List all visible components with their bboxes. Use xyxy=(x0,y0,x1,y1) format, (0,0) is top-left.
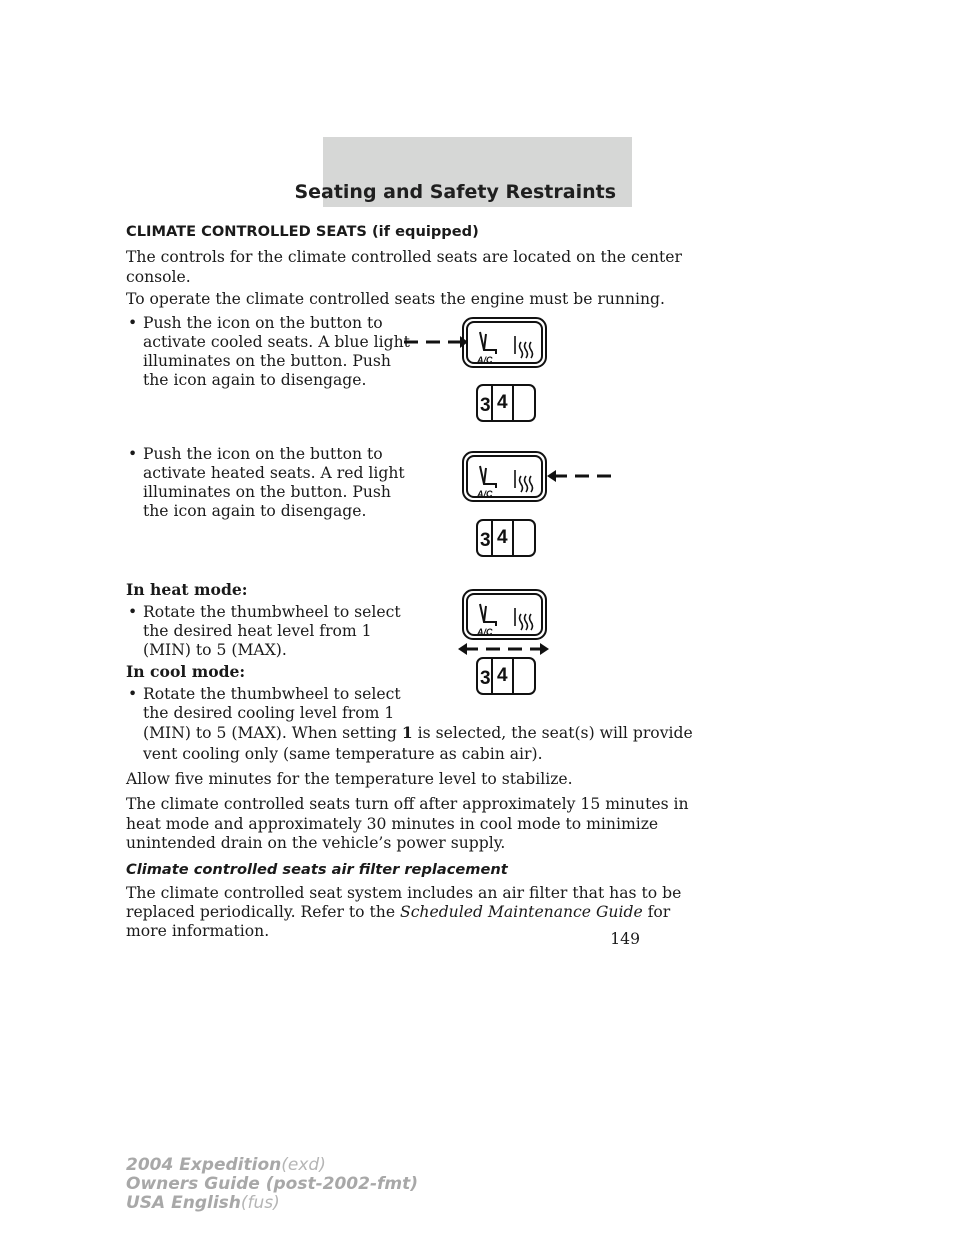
section-header-title: Seating and Safety Restraints xyxy=(294,181,616,203)
thumbwheel-rotate-illustration xyxy=(455,586,565,696)
heated-seat-illustration xyxy=(455,448,615,558)
arrow-pointing-right-icon xyxy=(404,336,468,348)
footer-line-3: USA English(fus) xyxy=(126,1193,280,1213)
thumbwheel-number-left: 3 xyxy=(480,668,491,689)
ac-label: A/C xyxy=(477,355,493,365)
heat-bullet-line-1: Push the icon on the button to xyxy=(143,445,383,463)
turnoff-line-1: The climate controlled seats turn off after approximately 15 minutes in xyxy=(126,795,689,813)
double-arrow-icon xyxy=(458,643,549,655)
thumbwheel-number-left: 3 xyxy=(480,395,491,416)
cooled-seat-illustration xyxy=(400,314,560,434)
filter-line-3: more information. xyxy=(126,922,270,940)
thumbwheel-number-right: 4 xyxy=(497,392,508,413)
cool-bullet-line-2: activate cooled seats. A blue light xyxy=(143,333,410,351)
cool-bullet-line-4: the icon again to disengage. xyxy=(143,371,367,389)
thumbwheel-number-left: 3 xyxy=(480,530,491,551)
bullet-dot: • xyxy=(128,445,138,463)
bullet-dot: • xyxy=(128,603,138,621)
heat-mode-label: In heat mode: xyxy=(126,580,248,599)
seat-control-button xyxy=(463,318,546,367)
footer-line-1: 2004 Expedition(exd) xyxy=(126,1155,326,1175)
page-number: 149 xyxy=(610,930,640,948)
turnoff-line-2: heat mode and approximately 30 minutes in cool mode to minimize xyxy=(126,815,659,833)
heat-bullet-line-2: activate heated seats. A red light xyxy=(143,464,405,482)
heat-waves-icon xyxy=(515,336,533,358)
cool-mode-line-2: the desired cooling level from 1 xyxy=(143,704,395,722)
header-band xyxy=(294,137,632,207)
heat-waves-icon xyxy=(515,608,533,630)
heat-mode-line-1: Rotate the thumbwheel to select xyxy=(143,603,401,621)
cool-mode-line-4: vent cooling only (same temperature as cabin air). xyxy=(143,745,543,763)
section-heading: CLIMATE CONTROLLED SEATS (if equipped) xyxy=(126,223,479,240)
heat-bullet-line-3: illuminates on the button. Push xyxy=(143,483,391,501)
cool-mode-line-1: Rotate the thumbwheel to select xyxy=(143,685,401,703)
cool-mode-line-3: (MIN) to 5 (MAX). When setting 1 is selected, the seat(s) will provide xyxy=(143,723,693,742)
arrow-pointing-left-icon xyxy=(547,470,611,482)
intro-line-2: console. xyxy=(126,268,191,286)
bullet-dot: • xyxy=(128,314,138,332)
stabilize-paragraph: Allow five minutes for the temperature level to stabilize. xyxy=(126,770,573,788)
seat-icon xyxy=(480,604,496,626)
seat-control-button xyxy=(463,452,546,501)
cool-bullet-line-1: Push the icon on the button to xyxy=(143,314,383,332)
footer-line-2: Owners Guide (post-2002-fmt) xyxy=(126,1174,419,1194)
turnoff-line-3: unintended drain on the vehicle’s power supply. xyxy=(126,834,506,852)
filter-heading: Climate controlled seats air filter replacement xyxy=(126,861,508,878)
intro-line-3: To operate the climate controlled seats the engine must be running. xyxy=(126,290,665,308)
intro-line-1: The controls for the climate controlled seats are located on the center xyxy=(126,248,682,266)
thumbwheel-number-right: 4 xyxy=(497,527,508,548)
bullet-dot: • xyxy=(128,685,138,703)
cool-mode-label: In cool mode: xyxy=(126,662,246,681)
heat-mode-line-2: the desired heat level from 1 xyxy=(143,622,372,640)
seat-control-button xyxy=(463,590,546,639)
heat-mode-line-3: (MIN) to 5 (MAX). xyxy=(143,641,287,659)
seat-icon xyxy=(480,466,496,488)
heat-waves-icon xyxy=(515,470,533,492)
ac-label: A/C xyxy=(477,489,493,499)
cool-bullet-line-3: illuminates on the button. Push xyxy=(143,352,391,370)
thumbwheel-number-right: 4 xyxy=(497,665,508,686)
filter-line-2: replaced periodically. Refer to the Scheduled Maintenance Guide for xyxy=(126,903,671,921)
filter-line-1: The climate controlled seat system includes an air filter that has to be xyxy=(126,884,682,902)
seat-icon xyxy=(480,332,496,354)
heat-bullet-line-4: the icon again to disengage. xyxy=(143,502,367,520)
ac-label: A/C xyxy=(477,627,493,637)
